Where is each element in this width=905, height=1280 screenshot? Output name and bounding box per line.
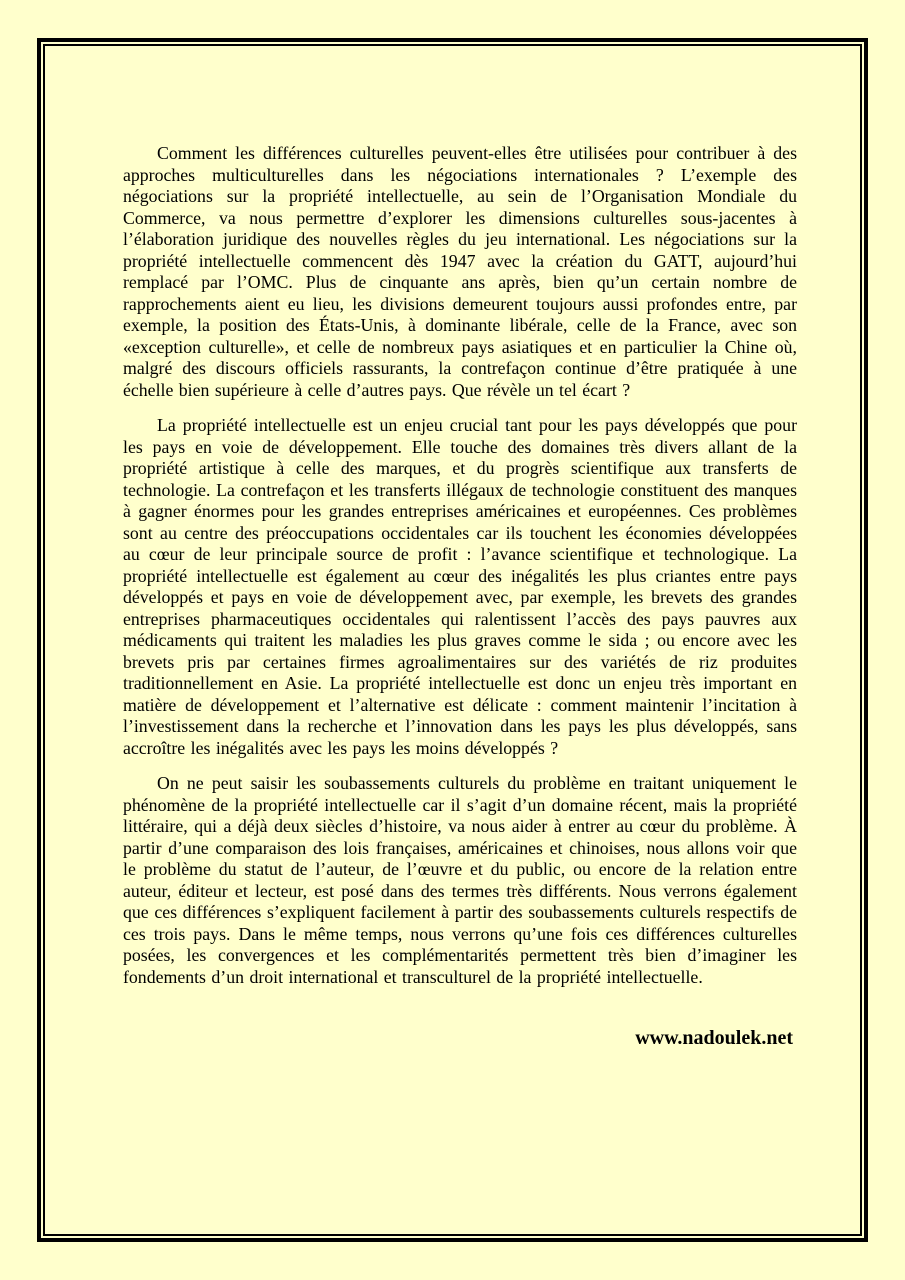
article-body — [123, 143, 797, 1050]
website-link[interactable]: www.nadoulek.net — [635, 1027, 793, 1049]
paragraph-soubassements: On ne peut saisir les soubassements culturels du problème en traitant uniquement le phénomène de la propriété intellectuelle car il s’agit d’un domaine récent, mais la propriété littéraire, qui a déjà deux siècles d’histoire, va nous aider à entrer au cœur du problème. À partir d’une comparaison des lois françaises, américaines et chinoises, nous allons voir que le problème du statut de l’auteur, de l’œuvre et du public, ou encore de la relation entre auteur, éditeur et lecteur, est posé dans des termes très différents. Nous verrons également que ces différences s’expliquent facilement à partir des soubassements culturels respectifs de ces trois pays. Dans le même temps, nous verrons qu’une fois ces différences culturelles posées, les convergences et les complémentarités permettent très bien d’imaginer les fondements d’un droit international et transculturel de la propriété intellectuelle. — [123, 773, 797, 987]
paragraph-enjeu: La propriété intellectuelle est un enjeu crucial tant pour les pays développés que pour les pays en voie de développement. Elle touche des domaines très divers allant de la propriété artistique à celle des marques, et du progrès scientifique aux transferts de technologie. La contrefaçon et les transferts illégaux de technologie constituent des manques à gagner énormes pour les grandes entreprises américaines et européennes. Ces problèmes sont au centre des préoccupations occidentales car ils touchent les économies développées au cœur de leur principale source de profit : l’avance scientifique et technologique. La propriété intellectuelle est également au cœur des inégalités les plus criantes entre pays développés et pays en voie de développement avec, par exemple, les brevets des grandes entreprises pharmaceutiques occidentales qui ralentissent l’accès des pays pauvres aux médicaments qui traitent les maladies les plus graves comme le sida ; ou encore avec les brevets pris par certaines firmes agroalimentaires sur des variétés de riz produites traditionnellement en Asie. La propriété intellectuelle est donc un enjeu très important en matière de développement et l’alternative est délicate : comment maintenir l’incitation à l’investissement dans la recherche et l’innovation dans les pays les plus développés, sans accroître les inégalités avec les pays les moins développés ? — [123, 415, 797, 758]
paragraph-intro: Comment les différences culturelles peuvent-elles être utilisées pour contribuer à des approches multiculturelles dans les négociations internationales ? L’exemple des négociations sur la propriété intellectuelle, au sein de l’Organisation Mondiale du Commerce, va nous permettre d’explorer les dimensions culturelles sous-jacentes à l’élaboration juridique des nouvelles règles du jeu international. Les négociations sur la propriété intellectuelle commencent dès 1947 avec la création du GATT, aujourd’hui remplacé par l’OMC. Plus de cinquante ans après, bien qu’un certain nombre de rapprochements aient eu lieu, les divisions demeurent toujours aussi profondes entre, par exemple, la position des États-Unis, à dominante libérale, celle de la France, avec son «exception culturelle», et celle de nombreux pays asiatiques et en particulier la Chine où, malgré des discours officiels rassurants, la contrefaçon continue d’être pratiquée à une échelle bien supérieure à celle d’autres pays. Que révèle un tel écart ? — [123, 143, 797, 400]
inner-border-frame — [43, 44, 862, 1236]
outer-border-frame — [37, 38, 868, 1242]
